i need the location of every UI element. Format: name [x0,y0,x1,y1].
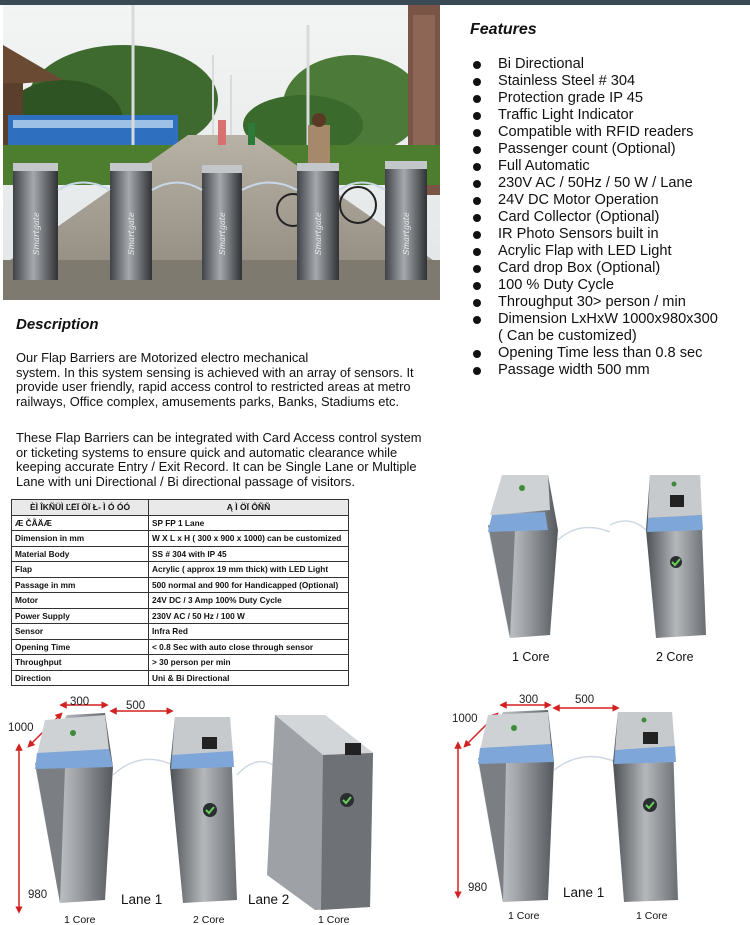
lane-2-label: Lane 2 [248,892,290,907]
spec-key-cell: Æ ČÃÄÆ [12,515,149,531]
bullet-icon [473,214,481,222]
bullet-icon [473,95,481,103]
core-comparison-figure [470,470,740,650]
dimension-passage-label: 500 [575,694,595,706]
feature-item [471,362,746,379]
bullet-icon [473,78,481,86]
spec-table [11,499,349,686]
spec-table-row [12,639,349,655]
feature-text: Passenger count (Optional) [498,141,676,157]
lane-barrier-1-illustration [35,713,173,903]
core-label: 1 Core [636,910,668,922]
feature-text: 100 % Duty Cycle [498,277,614,293]
spec-table-row [12,655,349,671]
description-paragraph-1: Our Flap Barriers are Motorized electro mechanical system. In this system sensing is achieved with an array of sensors. It provide user friendly, rapid access control to restricted areas at metro railways, Office complex, amusements parks, Banks, Stadiums etc. [16,350,414,409]
gate-brand-label: Smartgate [32,212,41,255]
feature-text: Traffic Light Indicator [498,107,634,123]
lane-1-label: Lane 1 [563,885,605,900]
spec-value-cell: 230V AC / 50 Hz / 100 W [149,608,349,624]
spec-table-header-row [12,500,349,516]
features-title: Features [470,21,537,38]
bullet-icon [473,112,481,120]
feature-item [471,73,746,90]
feature-text: 230V AC / 50Hz / 50 W / Lane [498,175,693,191]
lane-1-label: Lane 1 [121,892,163,907]
spec-key-cell: Sensor [12,624,149,640]
feature-item [471,56,746,73]
core-label: 2 Core [193,914,225,925]
bullet-icon [473,61,481,69]
description-paragraph-2: These Flap Barriers can be integrated with Card Access control system or ticketing systems to ensure quick and automatic clearance while keeping accurate Entry / Exit Record. It can be Single Lane or Multiple Lane with uni Directional / Bi directional passage of visitors. [16,430,422,489]
feature-item [471,107,746,124]
spec-key-cell: Motor [12,593,149,609]
feature-text: ( Can be customized) [498,328,637,344]
core-label: 1 Core [508,910,540,922]
spec-table-row [12,531,349,547]
description-title: Description [16,316,99,333]
feature-text: Full Automatic [498,158,590,174]
two-core-barrier-illustration [610,475,706,638]
bullet-icon [473,197,481,205]
bullet-icon [473,231,481,239]
feature-item [471,345,746,362]
gate-brand-label: Smartgate [218,212,227,255]
feature-item [471,277,746,294]
feature-item [471,209,746,226]
spec-value-cell: > 30 person per min [149,655,349,671]
feature-item [471,311,746,328]
feature-item [471,175,746,192]
spec-table-row [12,593,349,609]
bullet-icon [473,248,481,256]
spec-table-row [12,608,349,624]
one-core-barrier-illustration [488,475,610,638]
feature-text: Throughput 30> person / min [498,294,686,310]
installation-photo-drawing [3,5,440,300]
gate-brand-label: Smartgate [402,212,411,255]
spec-value-cell: 24V DC / 3 Amp 100% Duty Cycle [149,593,349,609]
feature-text: IR Photo Sensors built in [498,226,659,242]
feature-text: Compatible with RFID readers [498,124,694,140]
spec-key-cell: Flap [12,562,149,578]
bullet-icon [473,282,481,290]
bullet-icon [473,180,481,188]
dimension-height-label: 980 [28,889,48,901]
feature-item [471,260,746,277]
spec-table-row [12,670,349,686]
gate-brand-label: Smartgate [127,212,136,255]
two-lane-figure [5,695,385,920]
bullet-icon [473,316,481,324]
feature-text: Card Collector (Optional) [498,209,660,225]
feature-item [471,90,746,107]
lane-barrier-3-illustration [267,715,373,910]
dimension-width-label: 300 [70,696,90,708]
bullet-icon [473,129,481,137]
feature-item [471,124,746,141]
feature-text: Dimension LxHxW 1000x980x300 [498,311,718,327]
feature-item [471,141,746,158]
feature-item [471,158,746,175]
single-lane-barrier-2-illustration [613,712,678,902]
bullet-icon [473,367,481,375]
feature-text: Bi Directional [498,56,584,72]
feature-text: Stainless Steel # 304 [498,73,636,89]
spec-table-row [12,577,349,593]
dimension-height-label: 980 [468,882,488,894]
spec-table-header-cell: Ą Ì ÖÏ ÔÑÑ [149,500,349,516]
feature-text: Acrylic Flap with LED Light [498,243,672,259]
features-list [471,56,746,379]
feature-item [471,243,746,260]
dimension-length-label: 1000 [452,713,478,725]
dimension-width-label: 300 [519,694,539,706]
spec-value-cell: Uni & Bi Directional [149,670,349,686]
spec-value-cell: W X L x H ( 300 x 900 x 1000) can be customized [149,531,349,547]
gate-brand-label: Smartgate [314,212,323,255]
feature-item [471,192,746,209]
bullet-icon [473,299,481,307]
core-label: 1 Core [318,914,350,925]
spec-value-cell: SS # 304 with IP 45 [149,546,349,562]
dimension-length-label: 1000 [8,722,34,734]
feature-text: 24V DC Motor Operation [498,192,659,208]
spec-table-row [12,546,349,562]
bullet-icon [473,163,481,171]
bullet-icon [473,146,481,154]
spec-value-cell: Acrylic ( approx 19 mm thick) with LED Light [149,562,349,578]
dimension-passage-label: 500 [126,700,146,712]
spec-table-row [12,624,349,640]
spec-key-cell: Throughput [12,655,149,671]
feature-item [471,328,746,345]
spec-value-cell: SP FP 1 Lane [149,515,349,531]
spec-key-cell: Direction [12,670,149,686]
feature-text: Opening Time less than 0.8 sec [498,345,703,361]
core-label: 1 Core [64,914,96,925]
spec-value-cell: < 0.8 Sec with auto close through sensor [149,639,349,655]
feature-text: Passage width 500 mm [498,362,650,378]
spec-key-cell: Material Body [12,546,149,562]
spec-key-cell: Dimension in mm [12,531,149,547]
feature-text: Protection grade IP 45 [498,90,643,106]
spec-value-cell: 500 normal and 900 for Handicapped (Optional) [149,577,349,593]
caption-2-core: 2 Core [656,650,694,664]
spec-key-cell: Passage in mm [12,577,149,593]
feature-item [471,294,746,311]
spec-table-header-cell: ÈÌ ÎKÑÜÌ ĽËÏ ÖÏ Ł- Ì Ó ÓÓ [12,500,149,516]
lane-barrier-2-illustration [170,717,273,903]
spec-key-cell: Opening Time [12,639,149,655]
feature-text: Card drop Box (Optional) [498,260,661,276]
spec-table-row [12,515,349,531]
feature-item [471,226,746,243]
installation-photo [3,5,440,300]
spec-value-cell: Infra Red [149,624,349,640]
bullet-icon [473,265,481,273]
spec-key-cell: Power Supply [12,608,149,624]
spec-table-row [12,562,349,578]
single-lane-barrier-1-illustration [478,710,616,902]
bullet-icon [473,350,481,358]
caption-1-core: 1 Core [512,650,550,664]
